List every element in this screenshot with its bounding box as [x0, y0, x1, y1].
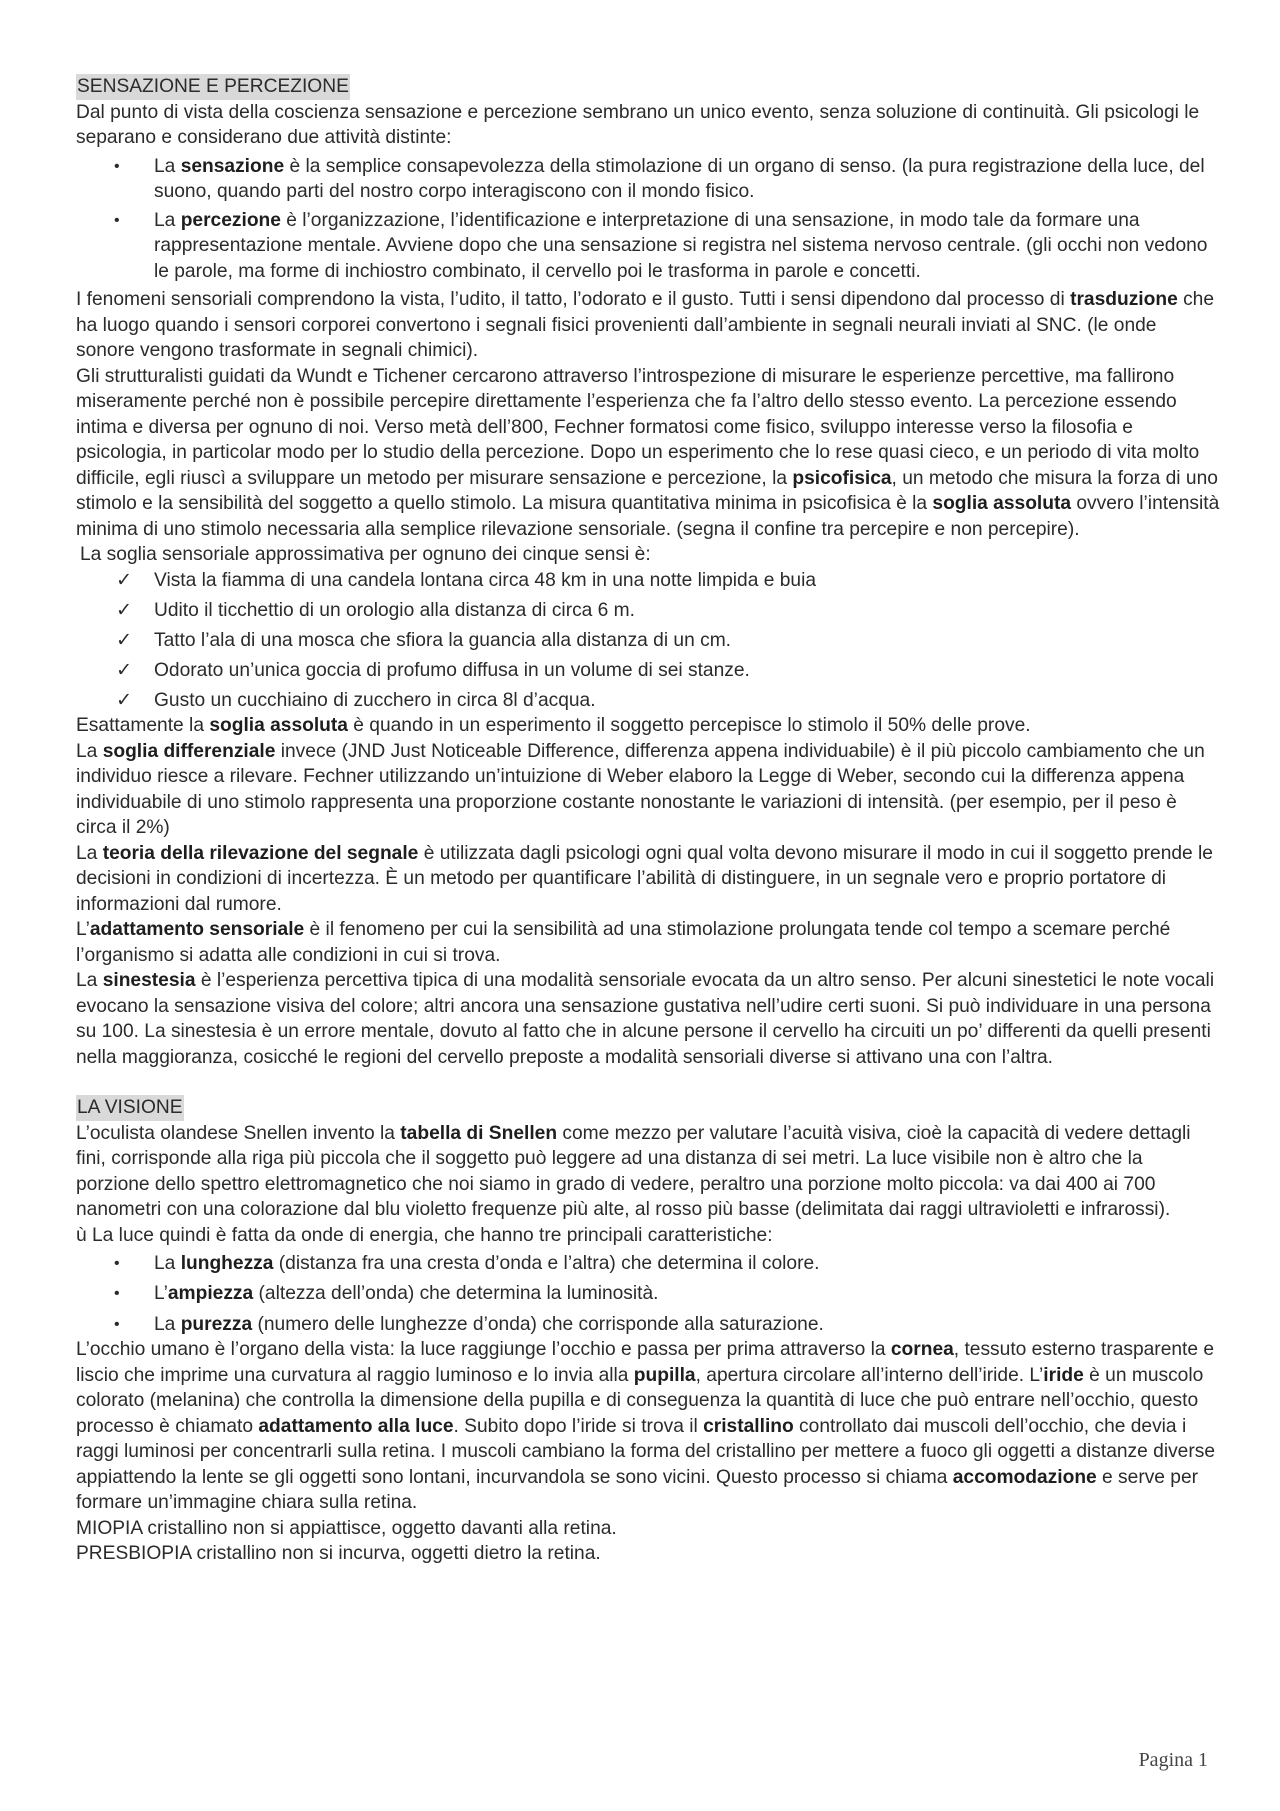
bullet-icon: •: [114, 1315, 120, 1333]
paragraph-miopia: MIOPIA cristallino non si appiattisce, oggetto davanti alla retina.: [76, 1517, 617, 1539]
list-item-sensazione: • La sensazione è la semplice consapevolezza della stimolazione di un organo di senso. (la pura registrazione della luce, del suono, quando parti del nostro corpo interagiscono con il mondo fisico.: [114, 155, 1205, 202]
checkmark-icon: ✓: [116, 599, 133, 621]
checkmark-icon: ✓: [116, 689, 133, 711]
paragraph-soglia-differenziale: La soglia differenziale invece (JND Just Noticeable Difference, differenza appena individuabile) è il più piccolo cambiamento che un individuo riesce a rilevare. Fechner utilizzando un’intuizione di Weber elaboro la Legge di Weber, secondo cui la differenza appena individuabile di uno stimolo rappresenta una proporzione costante nonostante le variazioni di intensità. (per esempio, per il peso è circa il 2%): [76, 740, 1205, 839]
paragraph-occhio: L’occhio umano è l’organo della vista: la luce raggiunge l’occhio e passa per prima attraverso la cornea, tessuto esterno trasparente e liscio che imprime una curvatura al raggio luminoso e lo invia alla pupilla, apertura circolare all’interno dell’iride. L’iride è un muscolo colorato (melanina) che controlla la dimensione della pupilla e di conseguenza la quantità di luce che può entrare nell’occhio, questo processo è chiamato adattamento alla luce. Subito dopo l’iride si trova il cristallino controllato dai muscoli dell’occhio, che devia i raggi luminosi per concentrarli sulla retina. I muscoli cambiano la forma del cristallino per mettere a fuoco gli oggetti a distanze diverse appiattendo la lente se gli oggetti sono lontani, incurvandola se sono vicini. Questo processo si chiama accomodazione e serve per formare un’immagine chiara sulla retina.: [76, 1339, 1216, 1514]
bullet-icon: •: [114, 211, 120, 229]
section-heading: [76, 1095, 1220, 1121]
bullet-list-caratteristiche: [76, 1251, 1220, 1337]
list-item-vista: ✓ Vista la fiamma di una candela lontana circa 48 km in una notte limpida e buia: [76, 568, 1220, 594]
paragraph-snellen: L’oculista olandese Snellen invento la tabella di Snellen come mezzo per valutare l’acuità visiva, cioè la capacità di vedere dettagli fini, corrisponde alla riga più piccola che il soggetto può leggere ad una distanza di sei metri. La luce visibile non è altro che la porzione dello spettro elettromagnetico che noi siamo in grado di vedere, peraltro una porzione molto piccola: va dai 400 ai 700 nanometri con una colorazione dal blu violetto frequenze più alte, al rosso più basse (delimitata dai raggi ultravioletti e infrarossi).: [76, 1122, 1191, 1221]
paragraph-sinestesia: La sinestesia è l’esperienza percettiva tipica di una modalità sensoriale evocata da un altro senso. Per alcuni sinestetici le note vocali evocano la sensazione visiva del colore; altri ancora una sensazione gustativa nell’udire certi suoni. Si può individuare in una persona su 100. La sinestesia è un errore mentale, dovuto al fatto che in alcune persone il cervello ha circuiti un po’ differenti da quelli presenti nella maggioranza, cosicché le regioni del cervello preposte a modalità sensoriali diverse si attivano una con l’altra.: [76, 970, 1215, 1068]
paragraph-teoria-segnale: La teoria della rilevazione del segnale è utilizzata dagli psicologi ogni qual volta devono misurare il modo in cui il soggetto prende le decisioni in condizioni di incertezza. È un metodo per quantificare l’abilità di distinguere, in un segnale vero e proprio portatore di informazioni dal rumore.: [76, 842, 1213, 915]
list-item-lunghezza: • La lunghezza (distanza fra una cresta d’onda e l’altra) che determina il colore.: [76, 1251, 1220, 1277]
paragraph-trasduzione: I fenomeni sensoriali comprendono la vista, l’udito, il tatto, l’odorato e il gusto. Tutti i sensi dipendono dal processo di trasduzione che ha luogo quando i sensori corporei convertono i segnali fisici provenienti dall’ambiente in segnali neurali inviati al SNC. (le onde sonore vengono trasformate in segnali chimici).: [76, 289, 1215, 361]
paragraph-soglia-assoluta: Esattamente la soglia assoluta è quando in un esperimento il soggetto percepisce lo stimolo il 50% delle prove.: [76, 715, 1031, 737]
checkmark-icon: ✓: [116, 659, 133, 681]
list-item-odorato: ✓ Odorato un’unica goccia di profumo diffusa in un volume di sei stanze.: [76, 658, 1220, 684]
paragraph-strutturalisti: Gli strutturalisti guidati da Wundt e Tichener cercarono attraverso l’introspezione di misurare le esperienze percettive, ma fallirono miseramente perché non è possibile percepire direttamente l’esperienza che fa l’altro dello stesso evento. La percezione essendo intima e diversa per ognuno di noi. Verso metà dell’800, Fechner formatosi come fisico, sviluppo interesse verso la filosofia e psicologia, in particolar modo per lo studio della percezione. Dopo un esperimento che lo rese quasi cieco, e un periodo di vita molto difficile, egli riuscì a sviluppare un metodo per misurare sensazione e percezione, la psicofisica, un metodo che misura la forza di uno stimolo e la sensibilità del soggetto a quello stimolo. La misura quantitativa minima in psicofisica è la soglia assoluta ovvero l’intensità minima di uno stimolo necessaria alla semplice rilevazione sensoriale. (segna il confine tra percepire e non percepire).: [76, 365, 1220, 540]
section-spacer: [76, 1070, 1220, 1095]
list-item-tatto: ✓ Tatto l’ala di una mosca che sfiora la guancia alla distanza di un cm.: [76, 628, 1220, 654]
checklist-soglie: [76, 568, 1220, 714]
checkmark-icon: ✓: [116, 569, 133, 591]
bullet-list-definitions: [76, 154, 1220, 285]
list-item-udito: ✓ Udito il ticchettio di un orologio alla distanza di circa 6 m.: [76, 598, 1220, 624]
page-number: Pagina 1: [1138, 1749, 1208, 1771]
list-item-percezione: • La percezione è l’organizzazione, l’identificazione e interpretazione di una sensazione, in modo tale da formare una rappresentazione mentale. Avviene dopo che una sensazione si registra nel sistema nervoso centrale. (gli occhi non vedono le parole, ma forme di inchiostro combinato, il cervello poi le trasforma in parole e concetti.: [114, 209, 1208, 282]
paragraph-intro: Dal punto di vista della coscienza sensazione e percezione sembrano un unico evento, senza soluzione di continuità. Gli psicologi le separano e considerano due attività distinte:: [76, 101, 1200, 148]
heading-sensazione-percezione: SENSAZIONE E PERCEZIONE: [76, 74, 350, 100]
section-heading: [76, 74, 1220, 100]
list-item-gusto: ✓ Gusto un cucchiaino di zucchero in circa 8l d’acqua.: [76, 688, 1220, 714]
checkmark-icon: ✓: [116, 629, 133, 651]
paragraph-adattamento: L’adattamento sensoriale è il fenomeno per cui la sensibilità ad una stimolazione prolungata tende col tempo a scemare perché l’organismo si adatta alle condizioni in cui si trova.: [76, 919, 1171, 966]
heading-la-visione: LA VISIONE: [76, 1095, 184, 1121]
bullet-icon: •: [114, 1285, 120, 1303]
bullet-icon: •: [114, 1255, 120, 1273]
list-item-ampiezza: • L’ampiezza (altezza dell’onda) che determina la luminosità.: [76, 1281, 1220, 1307]
bullet-icon: •: [114, 157, 120, 175]
paragraph-soglia-intro: La soglia sensoriale approssimativa per ognuno dei cinque sensi è:: [80, 544, 651, 565]
paragraph-presbiopia: PRESBIOPIA cristallino non si incurva, oggetti dietro la retina.: [76, 1543, 601, 1565]
list-item-purezza: • La purezza (numero delle lunghezze d’onda) che corrisponde alla saturazione.: [76, 1312, 1220, 1338]
paragraph-luce: ù La luce quindi è fatta da onde di energia, che hanno tre principali caratteristiche:: [76, 1224, 773, 1246]
